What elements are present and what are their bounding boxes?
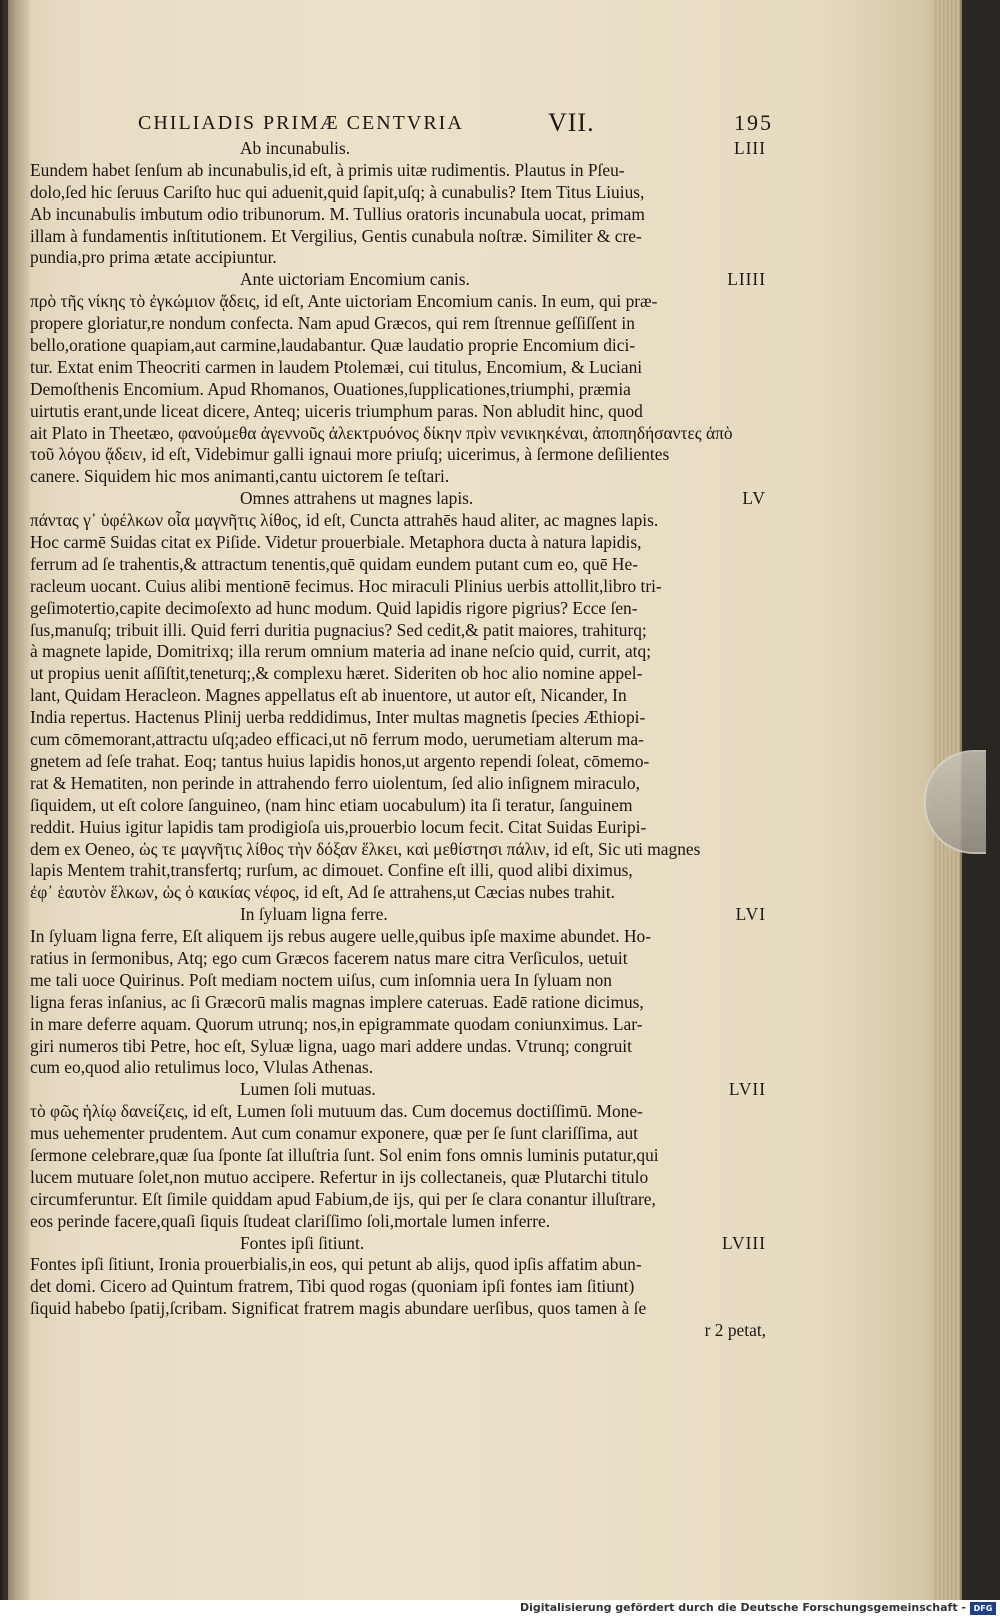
adage-number: LVIII [722,1232,766,1253]
adage-title: Lumen ſoli mutuas. [240,1079,376,1100]
text-line: gnetem ad ſeſe trahat. Eoq; tantus huius lapidis honos,ut argento rependi ſoleat, cōmemo- [30,750,650,771]
text-line: πάντας γ᾽ ὑφέλκων οἷα μαγνῆτις λίθος, id eſt, Cuncta attrahēs haud aliter, ac magnes lapis. [30,510,659,531]
adage-number: LV [742,488,766,509]
text-line: Ab incunabulis imbutum odio tribunorum. M. Tullius oratoris incunabula uocat, primam [30,203,645,224]
text-line: cum eo,quod alio retulimus loco, Vlulas Athenas. [30,1057,374,1078]
adage-title: In ſyluam ligna ferre. [240,904,388,925]
text-line: ait Plato in Theetæo, φανούμεθα ἀγεννοῦς ἀλεκτρυόνος δίκην πρὶν νενικηκέναι, ἀποπηδήσαντες ἀπὸ [30,422,733,443]
text-line: racleum uocant. Cuius alibi mentionē fecimus. Hoc miraculi Plinius uerbis attollit,libro tri- [30,575,662,596]
text-line: giri numeros tibi Petre, hoc eſt, Syluæ ligna, uago mari addere undas. Vtrunq; congruit [30,1035,632,1056]
text-line: tur. Extat enim Theocriti carmen in laudem Ptolemæi, cui titulus, Encomium, & Luciani [30,356,643,377]
book-binding-shadow [8,0,30,1600]
text-line: geſimotertio,capite decimoſexto ad hunc modum. Quid lapidis rigore pigrius? Ecce ſen- [30,597,638,618]
text-line: τὸ φῶς ἡλίῳ δανείζεις, id eſt, Lumen ſoli mutuum das. Cum docemus doctiſſimū. Mone- [30,1101,643,1122]
text-line: ſermone celebrare,quæ ſua ſponte ſat illuſtria ſunt. Sol enim fons omnis luminis putatur,qui [30,1144,659,1165]
adage-heading [30,269,770,291]
text-line: me tali uoce Quirinus. Poſt mediam noctem uiſus, cum inſomnia uera In ſyluam non [30,969,612,990]
text-line: illam à fundamentis inſtitutionem. Et Vergilius, Gentis cunabula noſtræ. Similiter & cre- [30,225,642,246]
text-line: India repertus. Hactenus Plinij uerba reddidimus, Inter multas magnetis ſpecies Æthiopi- [30,707,646,728]
text-line: ἐφ᾽ ἑαυτὸν ἕλκων, ὡς ὁ καικίας νέφος, id eſt, Ad ſe attrahens,ut Cæcias nubes trahit. [30,882,616,903]
footer-bar [0,1600,1000,1618]
text-line: ſiquid habebo ſpatij,ſcribam. Significat fratrem magis abundare uerſibus, quos tamen à ſe [30,1298,647,1319]
text-line: à magnete lapide, Domitrixq; illa rerum omnium materia ad inane neſcio quid, currit, atq; [30,641,652,662]
text-line: rat & Hematiten, non perinde in attrahendo ferro uiolentum, ſed alio inſignem miraculo, [30,772,640,793]
adage-heading [30,904,770,926]
text-line: lant, Quidam Heracleon. Magnes appellatus eſt ab inuentore, ut autor eſt, Nicander, In [30,685,627,706]
book-page [8,0,962,1600]
text-line: eos perinde facere,quaſi ſiquis ſtudeat clariſſimo ſoli,mortale lumen inferre. [30,1210,551,1231]
adage-heading [30,1233,770,1255]
text-line: dem ex Oeneo, ὡς τε μαγνῆτις λίθος τὴν δόξαν ἕλκει, καὶ μεθίστησι πάλιν, id eſt, Sic uti magnes [30,838,701,859]
text-line: cum cōmemorant,attractu uſq;adeo efficaci,ut nō ferrum modo, uerumetiam alterum ma- [30,729,644,750]
text-line: In ſyluam ligna ferre, Eſt aliquem ijs rebus augere uelle,quibus ipſe maxime abundet. Ho- [30,926,652,947]
text-line: in mare deferre aquam. Quorum utrunq; nos,in epigrammate quodam coniunximus. Lar- [30,1013,643,1034]
text-line: dolo,ſed hic ſeruus Cariſto huc qui aduenit,quid ſapit,uſq; à cunabulis? Item Titus Liuius, [30,181,645,202]
text-line: mus uehementer prudentem. Aut cum conamur exponere, quæ per ſe ſunt clariſſima, aut [30,1123,639,1144]
text-line: Hoc carmē Suidas citat ex Piſide. Videtur prouerbiale. Metaphora ducta à natura lapidis, [30,532,642,553]
main-text-column [30,138,770,1342]
text-line: Eundem habet ſenſum ab incunabulis,id eſt, à primis uitæ rudimentis. Plautus in Pſeu- [30,159,625,180]
adage-number: LVII [728,1079,766,1100]
signature-catchword: r 2 petat, [704,1320,766,1341]
adage-heading [30,1079,770,1101]
funding-credit: Digitalisierung gefördert durch die Deutsche Forschungsgemeinschaft - [519,1601,966,1614]
adage-title: Fontes ipſi ſitiunt. [240,1232,365,1253]
text-line: propere gloriatur,re nondum confecta. Nam apud Græcos, qui rem ſtrennue geſſiſſent in [30,313,635,334]
adage-heading [30,138,770,160]
adage-title: Omnes attrahens ut magnes lapis. [240,488,474,509]
text-line: ſiquidem, ut eſt colore ſanguineo, (nam hinc etiam uocabulum) ita ſi teratur, ſanguinem [30,794,633,815]
adage-number: LIII [734,138,766,158]
text-line: Demoſthenis Encomium. Apud Rhomanos, Ouationes,ſupplicationes,triumphi, præmia [30,378,631,399]
adage-number: LIIII [727,269,766,290]
text-line: ſus,manuſq; tribuit illi. Quid ferri duritia pugnacius? Sed cedit,& patit maiores, trahiturq; [30,619,647,640]
dfg-logo: DFG [970,1602,996,1615]
text-line: ut propius uenit aſſiſtit,teneturq;,& complexu hæret. Sideriten ob hoc alio nomine appel- [30,663,643,684]
text-line: uirtutis erant,unde liceat dicere, Anteq; uiceris triumphum paras. Non abludit hinc, quod [30,400,643,421]
text-line: ligna feras inſanius, ac ſi Græcorū malis magnas implere cateruas. Eadē ratione dicimus, [30,991,644,1012]
text-line: reddit. Huius igitur lapidis tam prodigioſa uis,prouerbio locum fecit. Citat Suidas Euripi- [30,816,647,837]
text-line: lapis Mentem trahit,transfertq; rurſum, ac dimouet. Confine eſt illi, quod alibi diximus, [30,860,633,881]
text-line: circumferuntur. Eſt ſimile quiddam apud Fabium,de ijs, qui per ſe clara conantur illuſtrare, [30,1188,656,1209]
folio-number: 195 [734,110,773,135]
adage-number: LVI [735,904,766,925]
text-line: ferrum ad ſe trahentis,& attractum tenentis,quē quidam eundem putant cum eo, quē He- [30,553,638,574]
adage-title: Ab incunabulis. [240,138,351,158]
adage-title: Ante uictoriam Encomium canis. [240,269,470,290]
text-line: canere. Siquidem hic mos animanti,cantu uictorem ſe teſtari. [30,466,450,487]
running-head-centuria: VII. [548,108,595,137]
text-line: ratius in ſermonibus, Atq; ego cum Græcos facerem natus mare citra Verſiculos, uetuit [30,947,628,968]
text-line: Fontes ipſi ſitiunt, Ironia prouerbialis,in eos, qui petunt ab alijs, quod ipſis affatim abun- [30,1254,642,1275]
text-line: bello,oratione quapiam,aut carmine,laudabantur. Quæ laudatio proprie Encomium dici- [30,335,636,356]
text-line: pundia,pro prima ætate accipiuntur. [30,247,277,268]
text-line: πρὸ τῆς νίκης τὸ ἐγκώμιον ᾄδεις, id eſt, Ante uictoriam Encomium canis. In eum, qui præ- [30,291,658,312]
text-line: τοῦ λόγου ᾄδειν, id eſt, Videbimur galli ignaui more priuſq; uicerimus, à ſermone deſilientes [30,444,670,465]
adage-heading [30,488,770,510]
text-line: det domi. Cicero ad Quintum fratrem, Tibi quod rogas (quoniam ipſi fontes iam ſitiunt) [30,1276,635,1297]
running-head-title: CHILIADIS PRIMÆ CENTVRIA [138,112,464,134]
text-line: lucem mutuare ſolet,non mutuo accipere. Refertur in ijs collectaneis, quæ Plutarchi titulo [30,1166,649,1187]
